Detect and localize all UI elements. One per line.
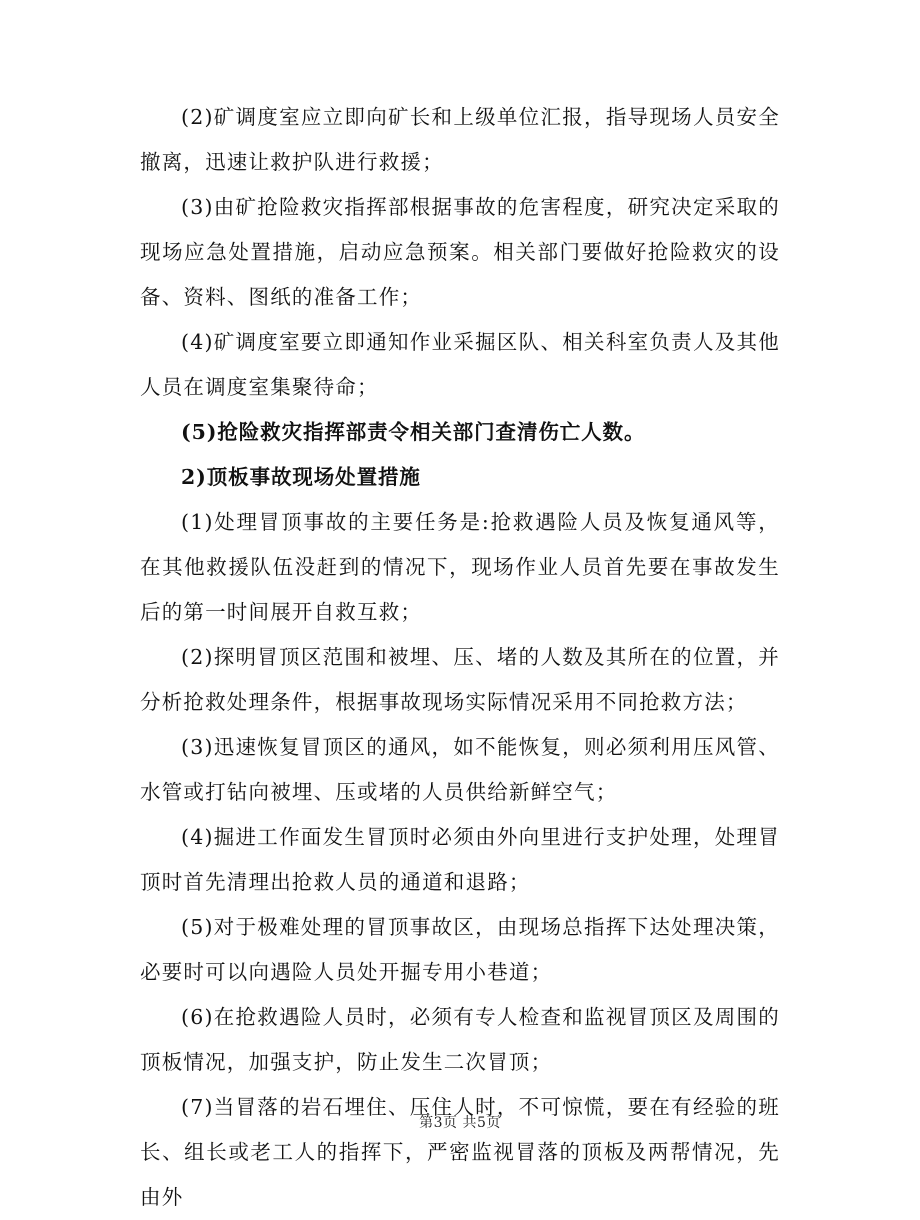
paragraph-main-task: (1)处理冒顶事故的主要任务是:抢救遇险人员及恢复通风等，在其他救援队伍没赶到的情况下，现场作业人员首先要在事故发生后的第一时间展开自救互救；: [140, 510, 780, 624]
paragraph-emergency-plan: (3)由矿抢险救灾指挥部根据事故的危害程度，研究决定采取的现场应急处置措施，启动应急预案。相关部门要做好抢险救灾的设备、资料、图纸的准备工作；: [140, 195, 780, 309]
paragraph-monitor-roof: (6)在抢救遇险人员时，必须有专人检查和监视冒顶区及周围的顶板情况，加强支护，防止发生二次冒顶；: [140, 1005, 780, 1074]
paragraph-support-treatment: (4)掘进工作面发生冒顶时必须由外向里进行支护处理，处理冒顶时首先清理出抢救人员的通道和退路；: [140, 825, 780, 894]
paragraph-special-roadway: (5)对于极难处理的冒顶事故区，由现场总指挥下达处理决策，必要时可以向遇险人员处开掘专用小巷道；: [140, 915, 780, 984]
paragraph-dispatch-report: (2)矿调度室应立即向矿长和上级单位汇报，指导现场人员安全撤离，迅速让救护队进行救援；: [140, 105, 780, 174]
paragraph-notify-personnel: (4)矿调度室要立即通知作业采掘区队、相关科室负责人及其他人员在调度室集聚待命；: [140, 330, 780, 399]
page-number-footer: 第3页 共5页: [419, 1115, 501, 1131]
paragraph-rescue-buried: (7)当冒落的岩石埋住、压住人时，不可惊慌，要在有经验的班长、组长或老工人的指挥下，严密监视冒落的顶板及两帮情况，先由外: [140, 1095, 780, 1209]
paragraph-casualty-count: (5)抢险救灾指挥部责令相关部门查清伤亡人数。: [181, 420, 646, 444]
section-heading-roof-accident: 2)顶板事故现场处置措施: [181, 465, 421, 489]
document-body: [140, 95, 780, 1220]
paragraph-locate-trapped: (2)探明冒顶区范围和被埋、压、堵的人数及其所在的位置，并分析抢救处理条件，根据事故现场实际情况采用不同抢救方法；: [140, 645, 780, 714]
paragraph-restore-ventilation: (3)迅速恢复冒顶区的通风，如不能恢复，则必须利用压风管、水管或打钻向被埋、压或堵的人员供给新鲜空气；: [140, 735, 780, 804]
